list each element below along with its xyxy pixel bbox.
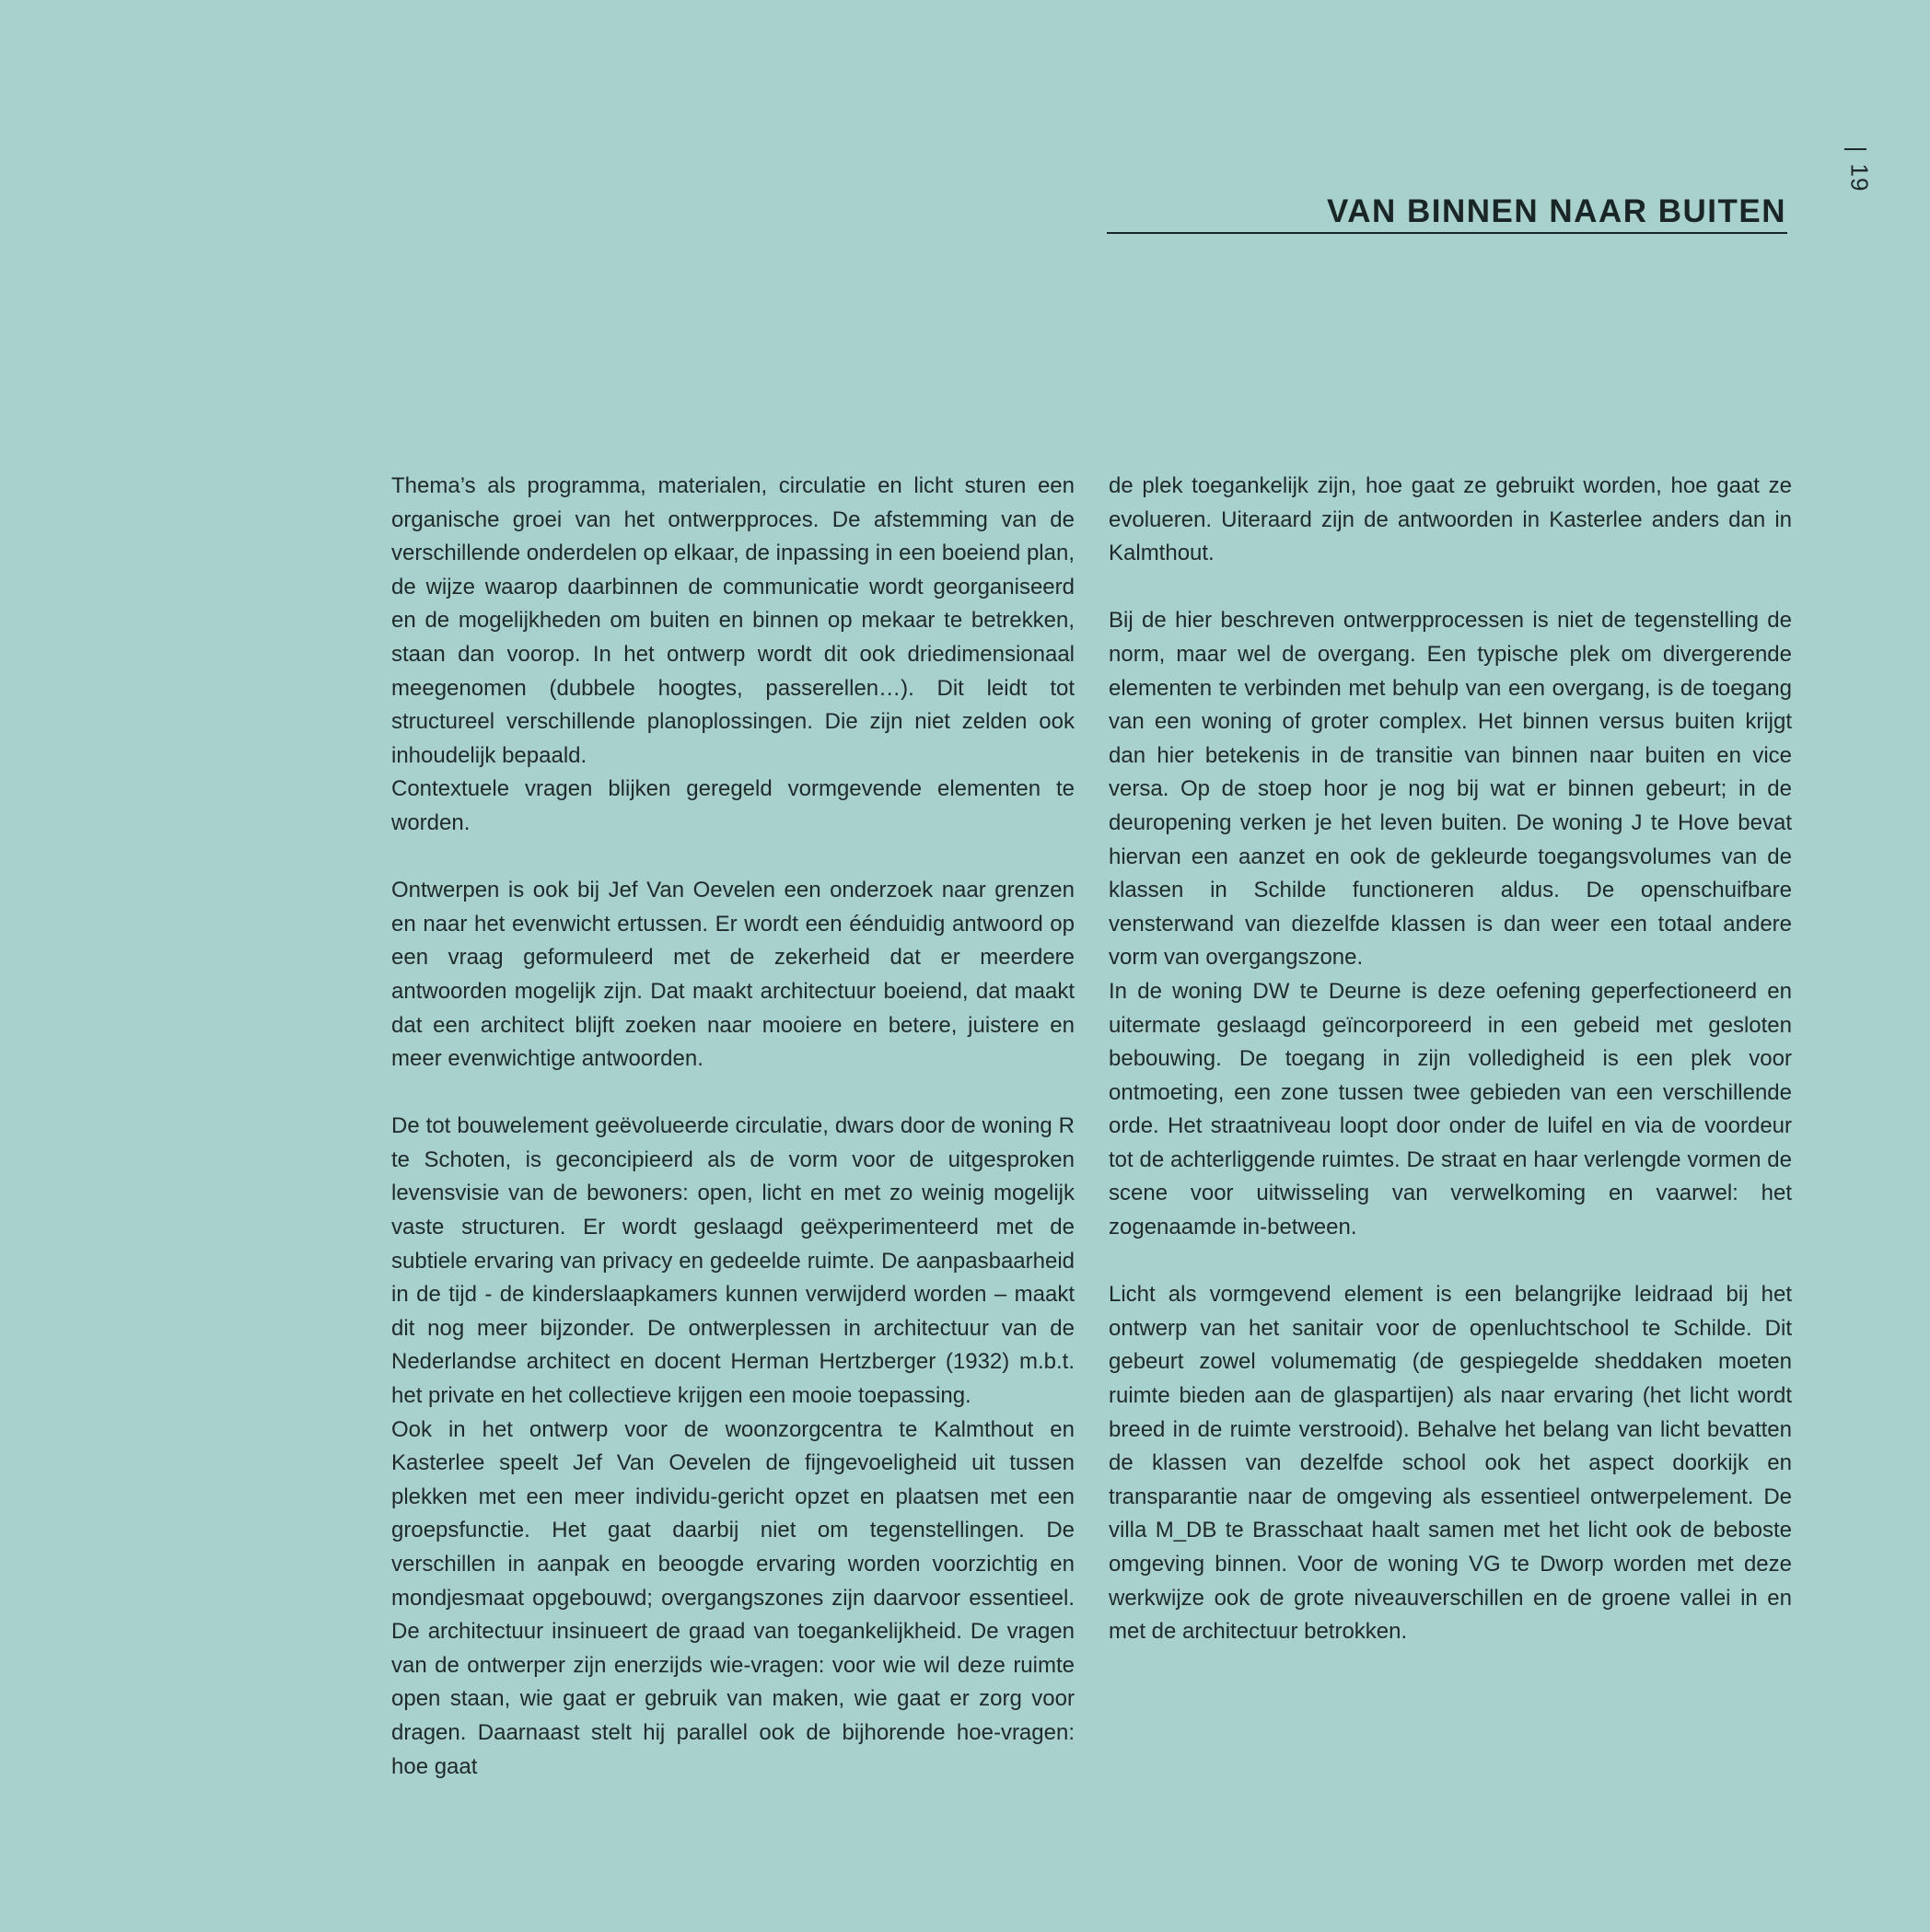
left-text-column [391,470,1075,1784]
paragraph: Licht als vormgevend element is een belangrijke leidraad bij het ontwerp van het sanitair voor de openluchtschool te Schilde. Dit gebeurt zowel volumematig (de gespiegelde sheddaken moeten ruimte bieden aan de glaspartijen) als naar ervaring (het licht wordt breed in de ruimte verstrooid). Behalve het belang van licht bevatten de klassen van dezelfde school ook het aspect doorkijk en transparantie naar de omgeving als essentieel ontwerpelement. De villa M_DB te Brasschaat haalt samen met het licht ook de beboste omgeving binnen. Voor de woning VG te Dworp worden met deze werkwijze ook de grote niveauverschillen en de groene vallei in en met de architectuur betrokken. [1109,1282,1792,1645]
paragraph: Ook in het ontwerp voor de woonzorgcentra te Kalmthout en Kasterlee speelt Jef Van Oevelen de fijngevoeligheid uit tussen plekken met een meer individu-gericht opzet en plaatsen met een groepsfunctie. Het gaat daarbij niet om tegenstellingen. De verschillen in aanpak en beoogde ervaring worden voorzichtig en mondjesmaat opgebouwd; overgangszones zijn daarvoor essentieel. De architectuur insinueert de graad van toegankelijkheid. De vragen van de ontwerper zijn enerzijds wie-vragen: voor wie wil deze ruimte open staan, wie gaat er gebruik van maken, wie gaat er zorg voor dragen. Daarnaast stelt hij parallel ook de bijhorende hoe-vragen: hoe gaat [391,1416,1075,1779]
paragraph: Thema’s als programma, materialen, circulatie en licht sturen een organische groei van het ontwerpproces. De afstemming van de verschillende onderdelen op elkaar, de inpassing in een boeiend plan, de wijze waarop daarbinnen de communicatie wordt georganiseerd en de mogelijkheden om buiten en binnen op mekaar te betrekken, staan dan voorop. In het ontwerp wordt dit ook driedimensionaal meegenomen (dubbele hoogtes, passerellen…). Dit leidt tot structureel verschillende planoplossingen. Die zijn niet zelden ook inhoudelijk bepaald. [391,473,1075,768]
page-title: VAN BINNEN NAAR BUITEN [1326,193,1786,229]
page-number-text: 19 [1845,163,1874,192]
paragraph: Contextuele vragen blijken geregeld vormgevende elementen te worden. [391,776,1075,835]
paragraph: In de woning DW te Deurne is deze oefening geperfectioneerd en uitermate geslaagd geïncorporeerd in een gebeid met gesloten bebouwing. De toegang in zijn volledigheid is een plek voor ontmoeting, een zone tussen twee gebieden van een verschillende orde. Het straatniveau loopt door onder de luifel en via de voordeur tot de achterliggende ruimtes. De straat en haar verlengde vormen de scene voor uitwisseling van verwelkoming en vaarwel: het zogenaamde in-between. [1109,978,1792,1240]
right-text-column [1109,470,1792,1649]
paragraph: De tot bouwelement geëvolueerde circulatie, dwars door de woning R te Schoten, is geconcipieerd als de vorm voor de uitgesproken levensvisie van de bewoners: open, licht en met zo weinig mogelijk vaste structuren. Er wordt geslaagd geëxperimenteerd met de subtiele ervaring van privacy en gedeelde ruimte. De aanpasbaarheid in de tijd - de kinderslaapkamers kunnen verwijderd worden – maakt dit nog meer bijzonder. De ontwerplessen in architectuur van de Nederlandse architect en docent Herman Hertzberger (1932) m.b.t. het private en het collectieve krijgen een mooie toepassing. [391,1113,1075,1409]
page-number [1838,145,1875,192]
paragraph: Bij de hier beschreven ontwerpprocessen is niet de tegenstelling de norm, maar wel de overgang. Een typische plek om divergerende elementen te verbinden met behulp van een overgang, is de toegang van een woning of groter complex. Het binnen versus buiten krijgt dan hier betekenis in de transitie van binnen naar buiten en vice versa. Op de stoep hoor je nog bij wat er binnen gebeurt; in de deuropening verken je het leven buiten. De woning J te Hove bevat hiervan een aanzet en ook de gekleurde toegangsvolumes van de klassen in Schilde functioneren aldus. De openschuifbare vensterwand van diezelfde klassen is dan weer een totaal andere vorm van overgangszone. [1109,608,1792,971]
page-number-rule [1844,148,1866,150]
paragraph: Ontwerpen is ook bij Jef Van Oevelen een onderzoek naar grenzen en naar het evenwicht ertussen. Er wordt een éénduidig antwoord op een vraag geformuleerd met de zekerheid dat er meerdere antwoorden mogelijk zijn. Dat maakt architectuur boeiend, dat maakt dat een architect blijft zoeken naar mooiere en betere, juistere en meer evenwichtige antwoorden. [391,878,1075,1072]
title-underline [1107,232,1787,234]
paragraph: de plek toegankelijk zijn, hoe gaat ze gebruikt worden, hoe gaat ze evolueren. Uiteraard zijn de antwoorden in Kasterlee anders dan in Kalmthout. [1109,473,1792,566]
